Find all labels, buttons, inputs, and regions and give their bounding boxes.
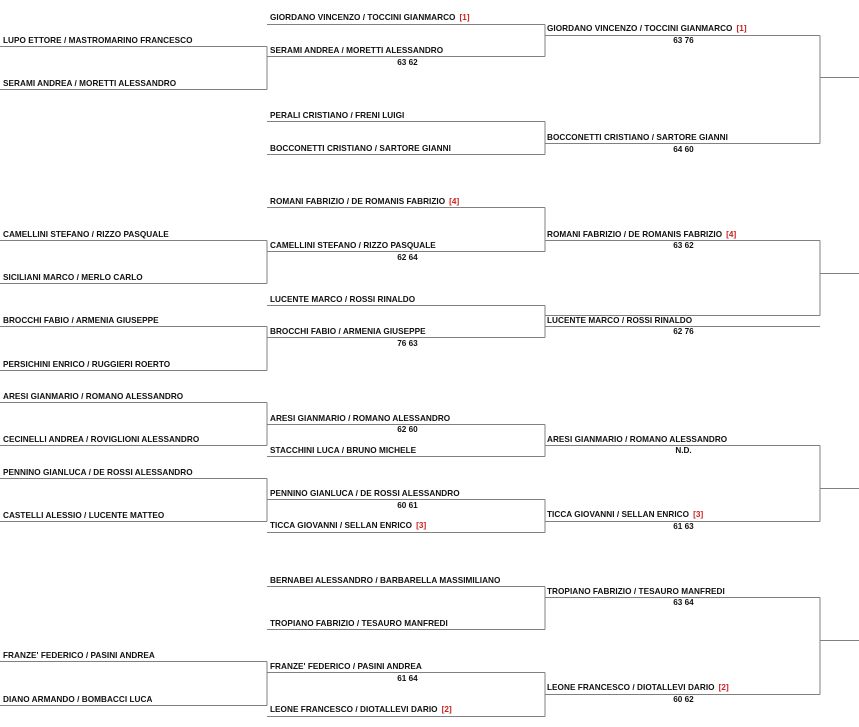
round1-entry (3, 651, 155, 661)
seed-badge: [4] (726, 230, 737, 239)
round1-entry (3, 392, 183, 402)
round2-entry (270, 144, 451, 154)
seed-badge: [4] (449, 197, 460, 206)
round2-entry (270, 662, 422, 672)
round2-entry (270, 46, 443, 56)
round1-entry (3, 511, 164, 521)
team-name: ROMANI FABRIZIO / DE ROMANIS FABRIZIO (270, 197, 446, 206)
team-name: PENNINO GIANLUCA / DE ROSSI ALESSANDRO (3, 468, 193, 477)
match-score: 63 64 (673, 598, 694, 607)
round2-entry (270, 489, 460, 499)
team-name: PENNINO GIANLUCA / DE ROSSI ALESSANDRO (270, 489, 460, 498)
round3-entry (547, 587, 725, 597)
team-name: SERAMI ANDREA / MORETTI ALESSANDRO (270, 46, 444, 55)
round1-entry (3, 316, 159, 326)
team-name: CAMELLINI STEFANO / RIZZO PASQUALE (3, 230, 169, 239)
team-name: LEONE FRANCESCO / DIOTALLEVI DARIO (547, 683, 715, 692)
round3-entry (547, 510, 703, 520)
seed-badge: [1] (459, 13, 470, 22)
team-name: STACCHINI LUCA / BRUNO MICHELE (270, 446, 417, 455)
round1-entry (3, 695, 152, 705)
team-name: GIORDANO VINCENZO / TOCCINI GIANMARCO (547, 24, 733, 33)
round2-entry (270, 241, 436, 251)
team-name: DIANO ARMANDO / BOMBACCI LUCA (3, 695, 153, 704)
round2-entry (270, 197, 459, 207)
team-name: GIORDANO VINCENZO / TOCCINI GIANMARCO (270, 13, 456, 22)
seed-badge: [1] (736, 24, 747, 33)
round1-entry (3, 360, 170, 370)
team-name: BROCCHI FABIO / ARMENIA GIUSEPPE (270, 327, 426, 336)
round2-entry (270, 414, 450, 424)
team-name: BOCCONETTI CRISTIANO / SARTORE GIANNI (270, 144, 451, 153)
match-score: 61 64 (397, 674, 418, 683)
round3-entry (547, 24, 747, 34)
round2-entry (270, 327, 426, 337)
team-name: LUPO ETTORE / MASTROMARINO FRANCESCO (3, 36, 193, 45)
team-name: LEONE FRANCESCO / DIOTALLEVI DARIO (270, 705, 438, 714)
round1-entry (3, 435, 199, 445)
round3-entry (547, 683, 729, 693)
team-name: PERSICHINI ENRICO / RUGGIERI ROERTO (3, 360, 171, 369)
match-score: 76 63 (397, 339, 418, 348)
team-name: LUCENTE MARCO / ROSSI RINALDO (270, 295, 416, 304)
team-name: ROMANI FABRIZIO / DE ROMANIS FABRIZIO (547, 230, 723, 239)
team-name: SERAMI ANDREA / MORETTI ALESSANDRO (3, 79, 177, 88)
team-name: FRANZE' FEDERICO / PASINI ANDREA (3, 651, 155, 660)
match-score: 61 63 (673, 522, 694, 531)
team-name: PERALI CRISTIANO / FRENI LUIGI (270, 111, 405, 120)
match-score: 62 60 (397, 425, 418, 434)
team-name: LUCENTE MARCO / ROSSI RINALDO (547, 316, 693, 325)
round1-entry (3, 79, 176, 89)
team-name: ARESI GIANMARIO / ROMANO ALESSANDRO (270, 414, 451, 423)
round2-entry (270, 13, 470, 23)
match-score: 60 62 (673, 695, 694, 704)
seed-badge: [2] (718, 683, 729, 692)
match-score: 63 62 (673, 241, 694, 250)
round2-entry (270, 619, 448, 629)
round1-entry (3, 230, 169, 240)
match-score: 64 60 (673, 145, 694, 154)
match-score: 60 61 (397, 501, 418, 510)
round3-entry (547, 316, 692, 326)
match-score: 63 76 (673, 36, 694, 45)
round2-entry (270, 576, 500, 586)
round1-entry (3, 273, 143, 283)
round3-entry (547, 435, 727, 445)
match-score: 62 76 (673, 327, 694, 336)
seed-badge: [3] (416, 521, 427, 530)
round1-entry (3, 36, 193, 46)
team-name: TROPIANO FABRIZIO / TESAURO MANFREDI (270, 619, 448, 628)
team-name: CECINELLI ANDREA / ROVIGLIONI ALESSANDRO (3, 435, 200, 444)
team-name: ARESI GIANMARIO / ROMANO ALESSANDRO (3, 392, 184, 401)
round3-entry (547, 230, 736, 240)
round3-entry (547, 133, 728, 143)
round2-entry (270, 446, 416, 456)
match-score: 62 64 (397, 253, 418, 262)
team-name: CASTELLI ALESSIO / LUCENTE MATTEO (3, 511, 165, 520)
round2-entry (270, 295, 415, 305)
round2-entry (270, 521, 426, 531)
round1-entry (3, 468, 193, 478)
match-score: 63 62 (397, 58, 418, 67)
team-name: SICILIANI MARCO / MERLO CARLO (3, 273, 143, 282)
team-name: BROCCHI FABIO / ARMENIA GIUSEPPE (3, 316, 159, 325)
seed-badge: [2] (441, 705, 452, 714)
team-name: CAMELLINI STEFANO / RIZZO PASQUALE (270, 241, 436, 250)
team-name: BERNABEI ALESSANDRO / BARBARELLA MASSIMILIANO (270, 576, 501, 585)
seed-badge: [3] (693, 510, 704, 519)
round2-entry (270, 111, 404, 121)
team-name: TROPIANO FABRIZIO / TESAURO MANFREDI (547, 587, 725, 596)
team-name: BOCCONETTI CRISTIANO / SARTORE GIANNI (547, 133, 728, 142)
match-score: N.D. (675, 446, 692, 455)
round2-entry (270, 705, 452, 715)
team-name: TICCA GIOVANNI / SELLAN ENRICO (547, 510, 690, 519)
team-name: TICCA GIOVANNI / SELLAN ENRICO (270, 521, 413, 530)
team-name: FRANZE' FEDERICO / PASINI ANDREA (270, 662, 422, 671)
team-name: ARESI GIANMARIO / ROMANO ALESSANDRO (547, 435, 728, 444)
